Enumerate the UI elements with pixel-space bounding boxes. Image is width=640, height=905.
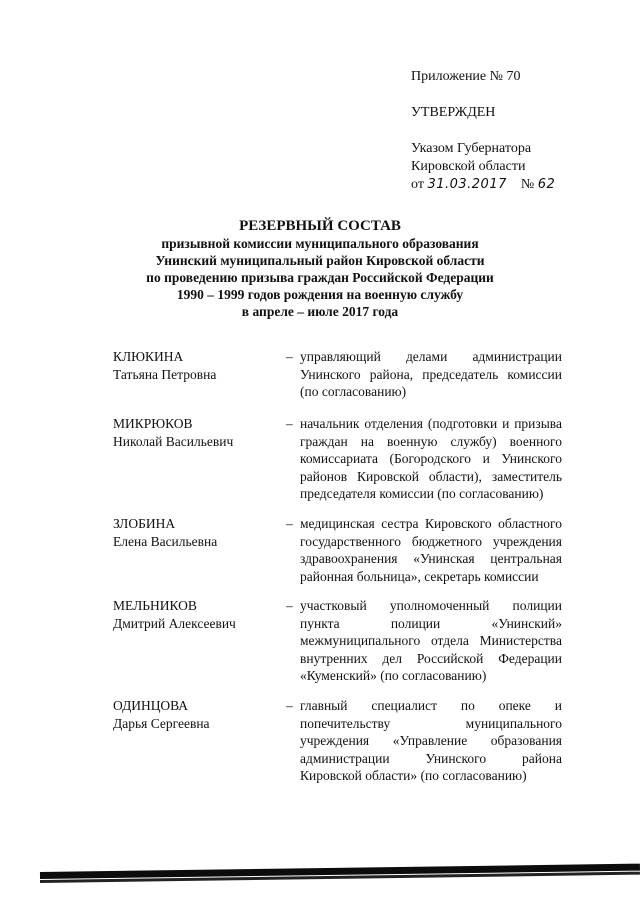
member-name [113, 515, 273, 550]
decree-line-2: Кировской области [411, 159, 526, 174]
member-surname: ЗЛОБИНА [113, 516, 176, 531]
handwritten-number: 62 [537, 177, 556, 192]
member-name [113, 597, 273, 632]
title-line: в апреле – июле 2017 года [241, 304, 399, 319]
member-role: главный специалист по опеке и попечительству муниципального учреждения «Управление образования администрации Унинского района Кировской области» (по согласованию) [300, 698, 562, 783]
member-name [113, 415, 273, 450]
member-role: управляющий делами администрации Унинского района, председатель комиссии (по согласованию) [300, 349, 562, 399]
title-line: по проведению призыва граждан Российской Федерации [146, 270, 494, 285]
member-role: участковый уполномоченный полиции пункта полиции «Унинский» межмуниципального отдела Министерства внутренних дел Российской Федерации «Куменский» (по согласованию) [300, 598, 562, 683]
member-surname: МИКРЮКОВ [113, 416, 193, 431]
approval-block [411, 68, 611, 194]
member-given-name: Елена Васильевна [113, 533, 218, 549]
member-surname: МЕЛЬНИКОВ [113, 598, 197, 613]
decree-line-1: Указом Губернатора [411, 141, 532, 156]
dash: – [286, 416, 293, 431]
dash: – [286, 598, 293, 613]
number-prefix: № [520, 177, 535, 192]
title-line: 1990 – 1999 годов рождения на военную службу [176, 287, 464, 302]
title-line: Унинский муниципальный район Кировской области [155, 253, 485, 268]
member-name [113, 697, 273, 732]
member-given-name: Николай Васильевич [113, 433, 234, 449]
document-title [110, 218, 530, 320]
member-given-name: Татьяна Петровна [113, 366, 217, 382]
member-role: начальник отделения (подготовки и призыва граждан на военную службу) военного комиссариата (Богородского и Унинского районов Кировской области), заместитель председателя комиссии (по согласованию) [300, 416, 562, 501]
member-surname: ОДИНЦОВА [113, 698, 189, 713]
member-given-name: Дарья Сергеевна [113, 715, 210, 731]
dash: – [286, 698, 293, 713]
member-name [113, 348, 273, 383]
date-prefix: от [411, 177, 424, 192]
decree-date-line [411, 176, 611, 194]
title-line: призывной комиссии муниципального образования [161, 236, 479, 251]
title-main: РЕЗЕРВНЫЙ СОСТАВ [239, 218, 401, 234]
dash: – [286, 516, 293, 531]
dash: – [286, 349, 293, 364]
appendix-label: Приложение № 70 [411, 69, 521, 84]
member-surname: КЛЮКИНА [113, 349, 184, 364]
handwritten-date: 31.03.2017 [427, 177, 507, 192]
member-given-name: Дмитрий Алексеевич [113, 615, 236, 631]
approved-label: УТВЕРЖДЕН [411, 105, 496, 120]
member-role: медицинская сестра Кировского областного государственного бюджетного учреждения здравоохранения «Унинская центральная районная больница», секретарь комиссии [300, 516, 562, 584]
